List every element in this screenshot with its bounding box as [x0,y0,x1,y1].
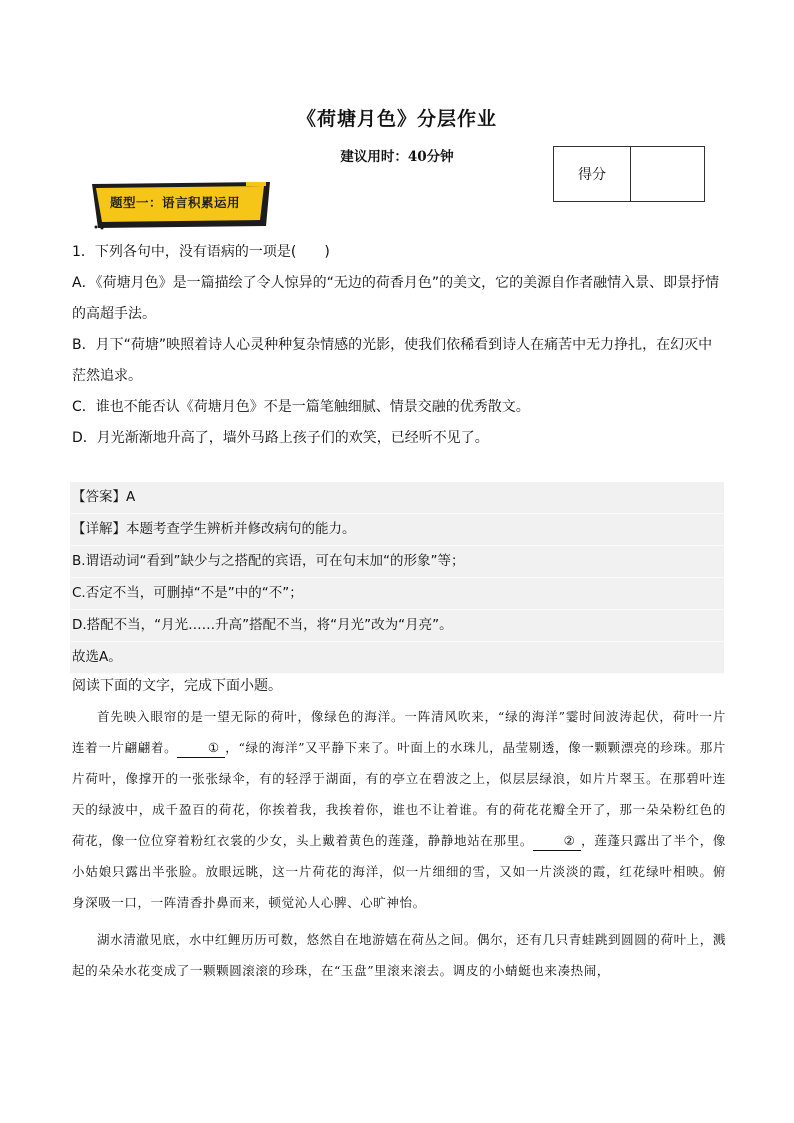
reading-intro: 阅读下面的文字，完成下面小题。 [72,678,282,694]
score-label: 得分 [554,147,631,201]
option-c: C．谁也不能否认《荷塘月色》不是一篇笔触细腻、情景交融的优秀散文。 [72,399,530,415]
suggested-time: 建议用时：40分钟 [340,149,454,165]
question-stem: 1．下列各句中，没有语病的一项是( ) [72,244,330,260]
passage-text: ，莲蓬只露出了半个，像小姑娘只露出半张脸。放眼远眺，这一片荷花的海洋，似一片细细的雪，又如一片淡淡的霞，红花绿叶相映。俯身深吸一口，一阵清香扑鼻而来，顿觉沁人心脾、心旷神怡。 [72,833,726,910]
answer-block [70,482,724,674]
option-d: D．月光渐渐地升高了，墙外马路上孩子们的欢笑，已经听不见了。 [72,430,489,446]
score-box [553,146,705,202]
option-a: A．《荷塘月色》是一篇描绘了令人惊异的“无边的荷香月色”的美文，它的美源自作者融情入景、即景抒情的高超手法。 [72,275,720,322]
reading-passage [72,701,726,986]
passage-text: ，“绿的海洋”又平静下来了。叶面上的水珠儿，晶莹剔透，像一颗颗漂亮的珍珠。那片片荷叶，像撑开的一张张绿伞，有的轻浮于湖面，有的亭立在碧波之上，似层层绿浪，如片片翠玉。在那碧叶连天的绿波中，成千盈百的荷花，你挨着我，我挨着你，谁也不让着谁。有的荷花花瓣全开了，那一朵朵粉红色的荷花，像一位位穿着粉红衣裳的少女，头上戴着黄色的莲蓬，静静地站在那里。 [72,740,726,848]
answer-line: D.搭配不当，“月光……升高”搭配不当，将“月光”改为“月亮”。 [70,610,724,642]
page-title: 《荷塘月色》分层作业 [296,108,497,130]
passage-paragraph-1 [72,701,726,918]
answer-line: 【详解】本题考查学生辨析并修改病句的能力。 [70,514,724,546]
option-b: B．月下“荷塘”映照着诗人心灵种种复杂情感的光影，使我们依稀看到诗人在痛苦中无力挣扎，在幻灭中茫然追求。 [72,337,713,384]
blank-1[interactable]: ① [177,739,225,758]
answer-line: C.否定不当，可删掉“不是”中的“不”； [70,578,724,610]
blank-2[interactable]: ② [533,832,581,851]
score-value-field[interactable] [631,147,704,201]
passage-paragraph-2: 湖水清澈见底，水中红鲤历历可数，悠然自在地游嬉在荷丛之间。偶尔，还有几只青蛙跳到圆圆的荷叶上，溅起的朵朵水花变成了一颗颗圆滚滚的珍珠，在“玉盘”里滚来滚去。调皮的小蜻蜓也来凑热闹， [72,932,726,978]
question-1 [72,237,724,454]
answer-line: B.谓语动词“看到”缺少与之搭配的宾语，可在句末加“的形象”等； [70,546,724,578]
section-label: 题型一：语言积累运用 [110,195,241,210]
answer-line: 故选A。 [70,642,724,674]
passage-text: 首先映入眼帘的是一望无际的荷叶，像绿色的海洋。一阵清风吹来，“绿的海洋”霎时间波涛起伏，荷叶一片连着一片翩翩着。 [72,709,726,755]
answer-line: 【答案】A [70,482,724,514]
